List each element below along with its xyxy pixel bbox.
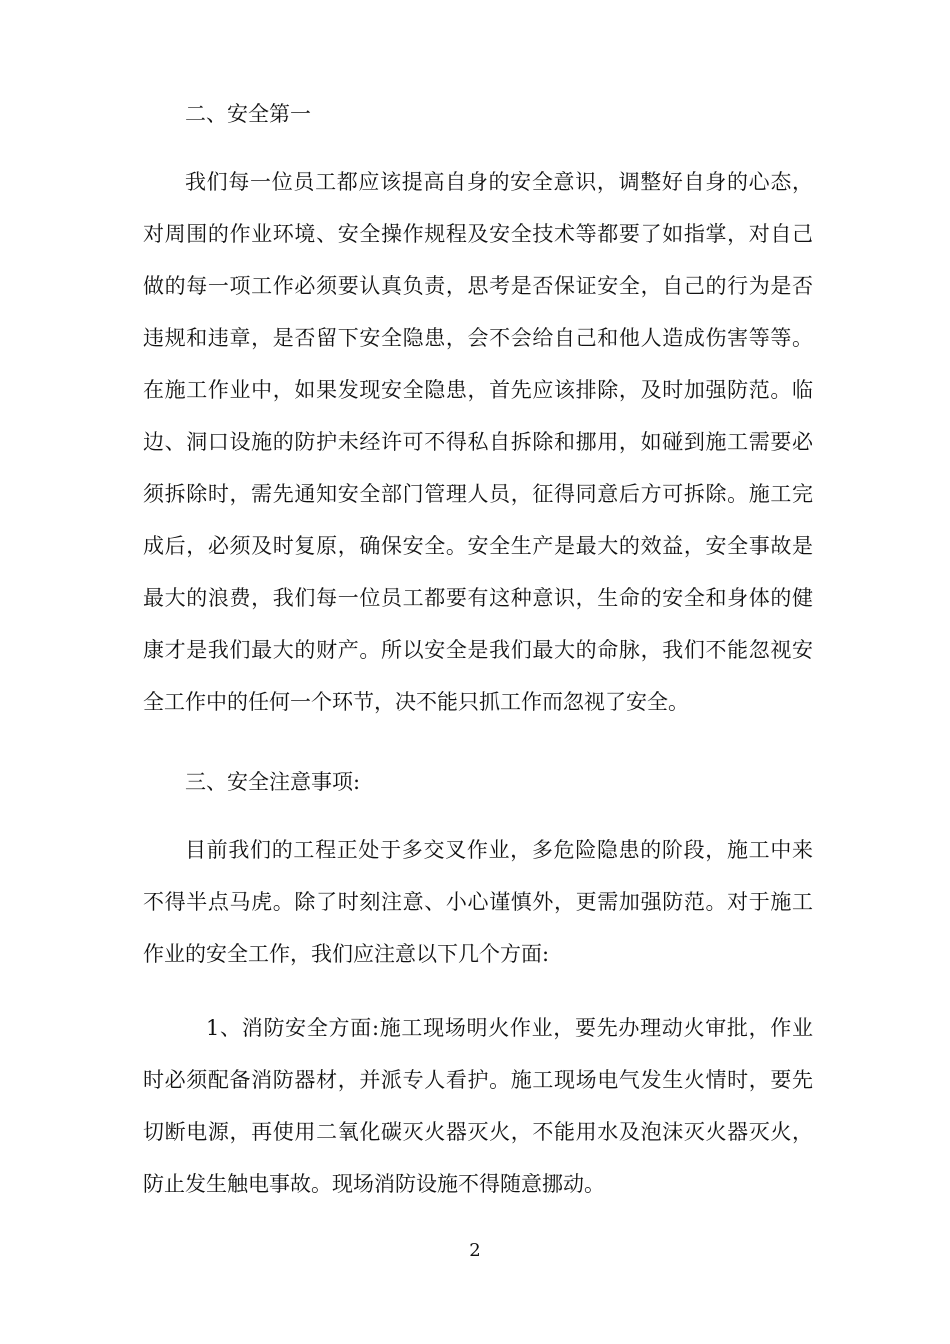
document-body	[143, 100, 813, 1210]
page-number: 2	[469, 1240, 481, 1261]
section-heading-safety-first: 二、安全第一	[185, 102, 311, 126]
section-paragraph-safety-notes: 目前我们的工程正处于多交叉作业，多危险隐患的阶段，施工中来不得半点马虎。除了时刻注意、小心谨慎外，更需加强防范。对于施工作业的安全工作，我们应注意以下几个方面:	[143, 838, 813, 966]
list-item-fire-safety: 1、消防安全方面:施工现场明火作业，要先办理动火审批，作业时必须配备消防器材，并派专人看护。施工现场电气发生火情时，要先切断电源，再使用二氧化碳灭火器灭火，不能用水及泡沫灭火器灭火，防止发生触电事故。现场消防设施不得随意挪动。	[143, 1016, 813, 1196]
section-heading-safety-notes: 三、安全注意事项:	[185, 770, 361, 794]
section-paragraph-safety-first: 我们每一位员工都应该提高自身的安全意识，调整好自身的心态，对周围的作业环境、安全操作规程及安全技术等都要了如指掌，对自己做的每一项工作必须要认真负责，思考是否保证安全，自己的行为是否违规和违章，是否留下安全隐患，会不会给自己和他人造成伤害等等。在施工作业中，如果发现安全隐患，首先应该排除，及时加强防范。临边、洞口设施的防护未经许可不得私自拆除和挪用，如碰到施工需要必须拆除时，需先通知安全部门管理人员，征得同意后方可拆除。施工完成后，必须及时复原，确保安全。安全生产是最大的效益，安全事故是最大的浪费，我们每一位员工都要有这种意识，生命的安全和身体的健康才是我们最大的财产。所以安全是我们最大的命脉，我们不能忽视安全工作中的任何一个环节，决不能只抓工作而忽视了安全。	[143, 170, 813, 714]
